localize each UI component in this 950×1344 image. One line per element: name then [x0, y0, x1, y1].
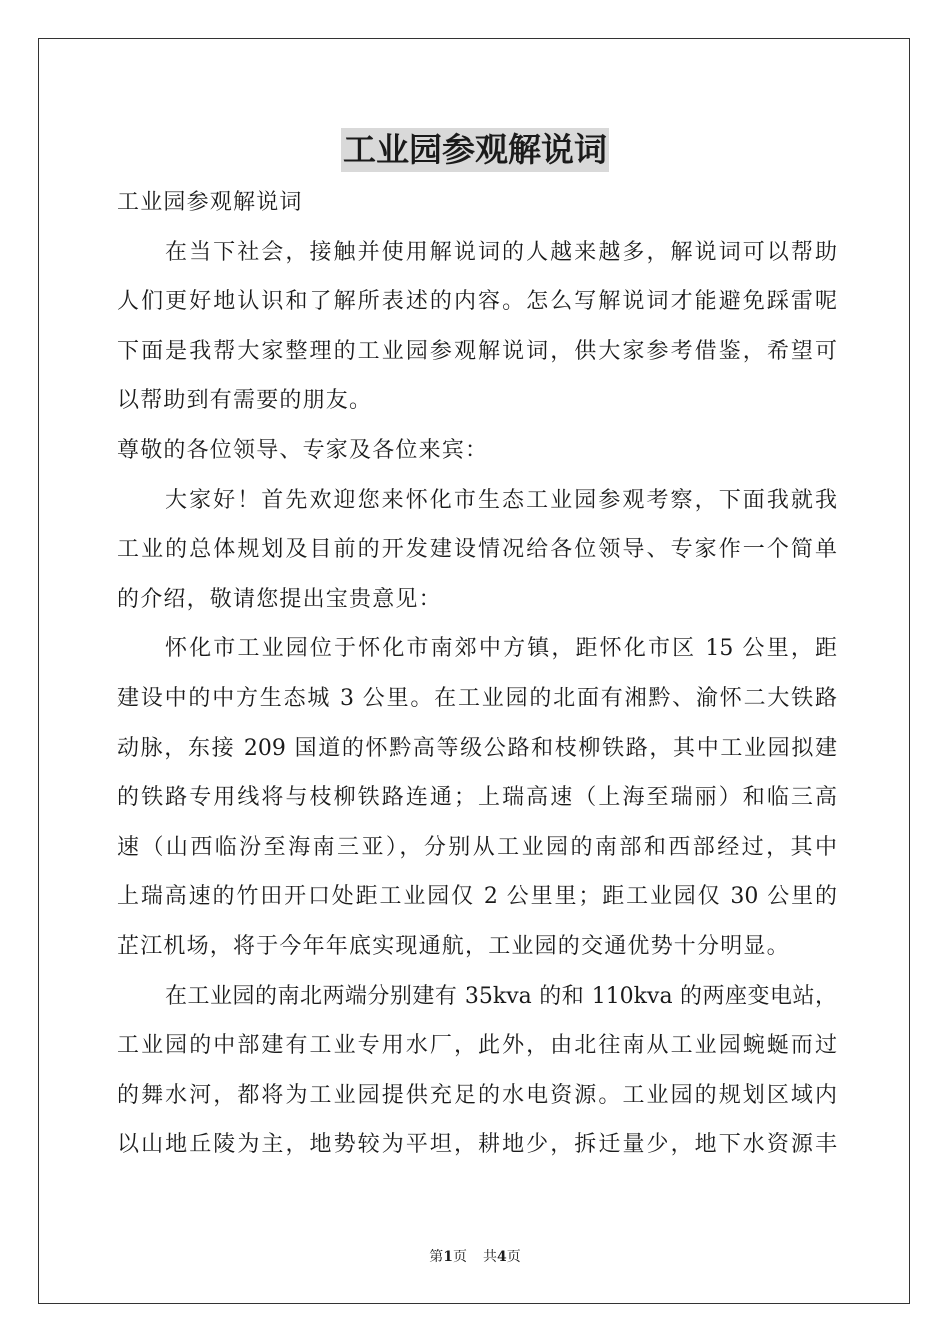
page-number: 1 [443, 1249, 453, 1265]
paragraph-line: 芷江机场，将于今年年底实现通航，工业园的交通优势十分明显。 [117, 933, 790, 959]
paragraph-line: 的铁路专用线将与枝柳铁路连通；上瑞高速（上海至瑞丽）和临三高 [117, 785, 837, 811]
paragraph-line: 速（山西临汾至海南三亚），分别从工业园的南部和西部经过，其中 [117, 834, 837, 860]
document-title: 工业园参观解说词 [341, 128, 609, 172]
paragraph-line: 动脉，东接 209 国道的怀黔高等级公路和枝柳铁路，其中工业园拟建 [117, 735, 837, 761]
paragraph-line: 怀化市工业园位于怀化市南郊中方镇，距怀化市区 15 公里，距 [165, 636, 837, 662]
title-container [0, 128, 950, 172]
paragraph-line: 的介绍，敬请您提出宝贵意见： [117, 586, 442, 612]
page-label-prefix: 第 [429, 1249, 444, 1265]
total-label-suffix: 页 [506, 1249, 521, 1265]
page-footer [0, 1248, 950, 1266]
paragraph-line: 大家好！首先欢迎您来怀化市生态工业园参观考察，下面我就我 [165, 487, 837, 513]
paragraph-line: 以山地丘陵为主，地势较为平坦，耕地少，拆迁量少，地下水资源丰 [117, 1132, 837, 1158]
salutation-line: 尊敬的各位领导、专家及各位来宾： [117, 437, 489, 463]
total-pages: 4 [497, 1249, 507, 1265]
paragraph-line: 工业园的中部建有工业专用水厂，此外，由北往南从工业园蜿蜒而过 [117, 1033, 837, 1059]
paragraph-line: 下面是我帮大家整理的工业园参观解说词，供大家参考借鉴，希望可 [117, 338, 837, 364]
paragraph-line: 在工业园的南北两端分别建有 35kva 的和 110kva 的两座变电站， [165, 983, 837, 1009]
paragraph-line: 人们更好地认识和了解所表述的内容。怎么写解说词才能避免踩雷呢 [117, 289, 837, 315]
page-label-suffix: 页 [453, 1249, 467, 1265]
paragraph-line: 在当下社会，接触并使用解说词的人越来越多，解说词可以帮助 [165, 239, 837, 265]
paragraph-line: 建设中的中方生态城 3 公里。在工业园的北面有湘黔、渝怀二大铁路 [117, 685, 837, 711]
total-label-prefix: 共 [483, 1249, 497, 1265]
paragraph-line: 以帮助到有需要的朋友。 [117, 388, 373, 414]
subtitle-line: 工业园参观解说词 [117, 190, 303, 215]
paragraph-line: 上瑞高速的竹田开口处距工业园仅 2 公里里；距工业园仅 30 公里的 [117, 884, 837, 910]
document-body [117, 178, 837, 1170]
paragraph-line: 工业的总体规划及目前的开发建设情况给各位领导、专家作一个简单 [117, 537, 837, 563]
paragraph-line: 的舞水河，都将为工业园提供充足的水电资源。工业园的规划区域内 [117, 1082, 837, 1108]
